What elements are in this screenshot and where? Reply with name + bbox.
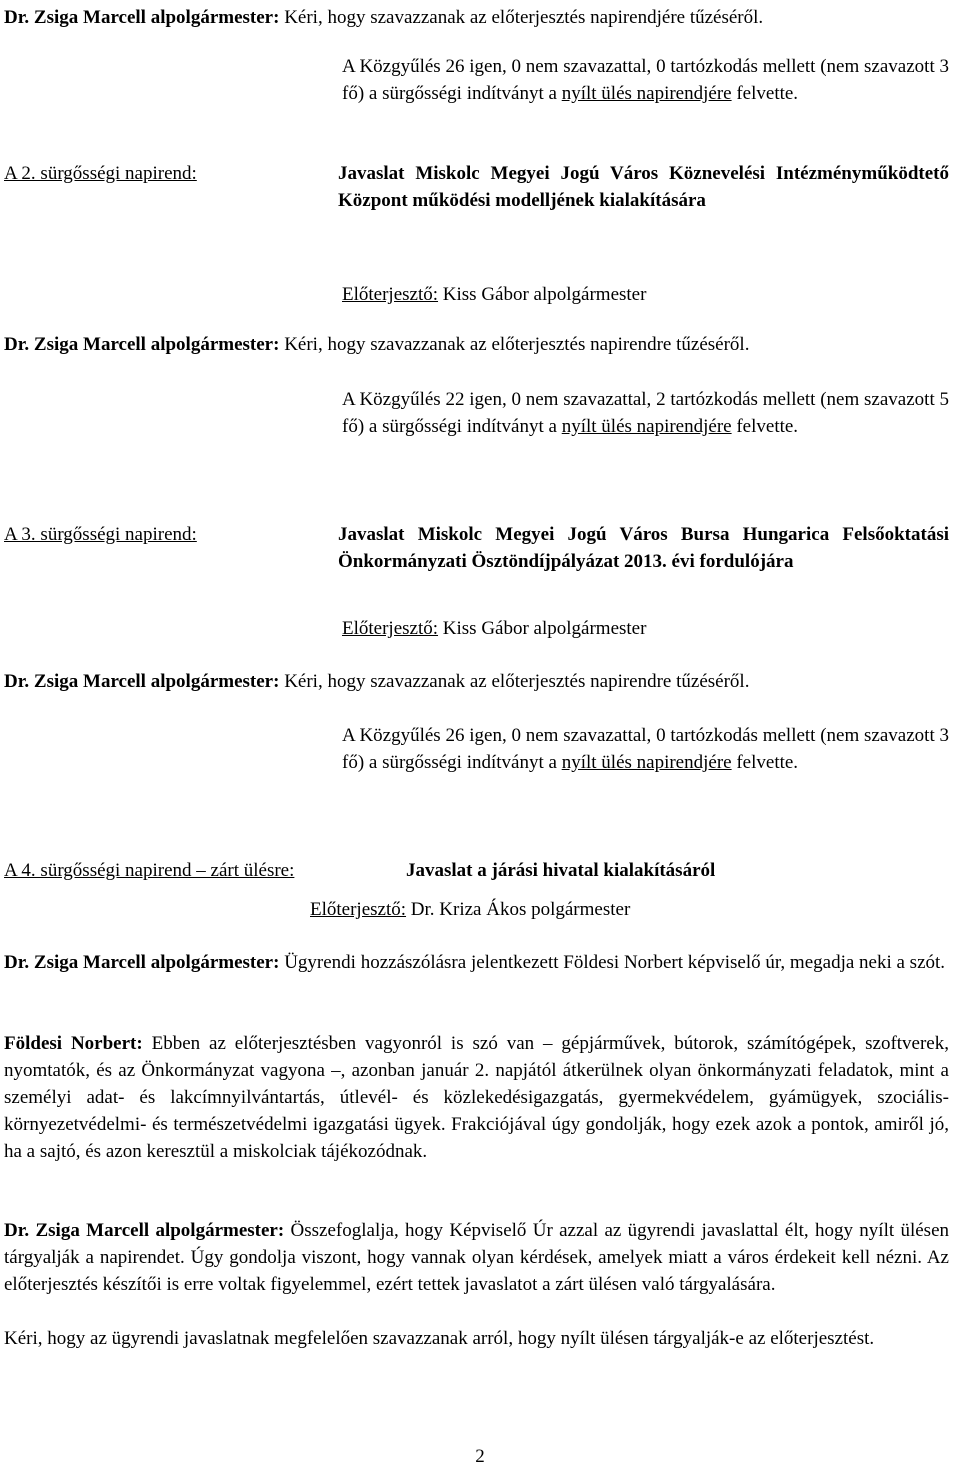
speech-paragraph [4, 1030, 949, 1165]
presenter-name: Kiss Gábor alpolgármester [442, 284, 647, 305]
speech-text: Összefoglalja, hogy Képviselő Úr azzal az ügyrendi javaslattal élt, hogy nyílt ülésen tárgyalják a napirendet. Úgy gondolja viszont, hogy vannak olyan kérdések, amelyek miatt a város érdekeit kell nézni. Az előterjesztés készítői is erre voltak figyelemmel, ezért tettek javaslatot a zárt ülésen való tárgyalására. [4, 1220, 950, 1295]
speaker-name: Dr. Zsiga Marcell alpolgármester: [4, 7, 280, 28]
agenda-title: Javaslat Miskolc Megyei Jogú Város Köznevelési Intézményműködtető Központ működési modelljének kialakítására [338, 163, 949, 211]
agenda-title: Javaslat a járási hivatal kialakításáról [406, 860, 716, 881]
speaker-name: Dr. Zsiga Marcell alpolgármester: [4, 334, 280, 355]
vote-text: A Közgyűlés 22 igen, 0 nem szavazattal, 2 tartózkodás mellett (nem szavazott 5 fő) a sürgősségi indítványt a [342, 389, 949, 437]
speech-paragraph [4, 1325, 949, 1352]
page-number: 2 [475, 1446, 485, 1467]
speaker-name: Dr. Zsiga Marcell alpolgármester: [4, 952, 280, 973]
agenda-label: A 3. sürgősségi napirend: [4, 524, 197, 545]
presenter-line [310, 896, 630, 923]
speech-text: Kéri, hogy szavazzanak az előterjesztés napirendre tűzéséről. [279, 334, 750, 355]
speech-text: Ügyrendi hozzászólásra jelentkezett Földesi Norbert képviselő úr, megadja neki a szót. [279, 952, 946, 973]
agenda-label: A 2. sürgősségi napirend: [4, 163, 197, 184]
vote-text-end: felvette. [731, 83, 799, 104]
presenter-line [342, 615, 646, 642]
speech-paragraph [4, 1217, 949, 1298]
presenter-label: Előterjesztő: [342, 618, 439, 639]
vote-underlined-text: nyílt ülés napirendjére [561, 416, 732, 437]
presenter-name: Dr. Kriza Ákos polgármester [410, 899, 631, 920]
vote-underlined-text: nyílt ülés napirendjére [561, 83, 732, 104]
speaker-name: Földesi Norbert: [4, 1033, 143, 1054]
speech-paragraph [4, 331, 949, 358]
speech-text: Kéri, hogy szavazzanak az előterjesztés napirendjére tűzéséről. [279, 7, 764, 28]
vote-underlined-text: nyílt ülés napirendjére [561, 752, 732, 773]
speech-text: Kéri, hogy az ügyrendi javaslatnak megfelelően szavazzanak arról, hogy nyílt ülésen tárgyalják-e az előterjesztést. [4, 1328, 875, 1349]
speaker-name: Dr. Zsiga Marcell alpolgármester: [4, 1220, 285, 1241]
agenda-label: A 4. sürgősségi napirend – zárt ülésre: [4, 860, 295, 881]
presenter-line [342, 281, 646, 308]
speaker-name: Dr. Zsiga Marcell alpolgármester: [4, 671, 280, 692]
vote-result [342, 722, 949, 776]
vote-text-end: felvette. [731, 752, 799, 773]
presenter-label: Előterjesztő: [342, 284, 439, 305]
vote-text: A Közgyűlés 26 igen, 0 nem szavazattal, 0 tartózkodás mellett (nem szavazott 3 fő) a sürgősségi indítványt a [342, 725, 949, 773]
vote-text-end: felvette. [731, 416, 799, 437]
vote-result [342, 386, 949, 440]
agenda-title: Javaslat Miskolc Megyei Jogú Város Bursa Hungarica Felsőoktatási Önkormányzati Ösztöndíjpályázat 2013. évi fordulójára [338, 524, 949, 572]
speech-paragraph [4, 668, 949, 695]
presenter-label: Előterjesztő: [310, 899, 407, 920]
presenter-name: Kiss Gábor alpolgármester [442, 618, 647, 639]
speech-paragraph [4, 949, 949, 976]
speech-paragraph [4, 4, 949, 31]
speech-text: Ebben az előterjesztésben vagyonról is szó van – gépjárművek, bútorok, számítógépek, szoftverek, nyomtatók, és az Önkormányzat vagyona –, azonban január 2. napjától átkerülnek olyan önkormányzati feladatok, mint a személyi adat- és lakcímnyilvántartás, útlevél- és közlekedésigazgatás, gyermekvédelem, gyámügyek, szociális- környezetvédelmi- és természetvédelmi igazgatási ügyek. Frakciójával úgy gondolják, hogy ezek azok a pontok, amiről jó, ha a sajtó, és azon keresztül a miskolciak tájékozódnak. [4, 1033, 949, 1162]
vote-text: A Közgyűlés 26 igen, 0 nem szavazattal, 0 tartózkodás mellett (nem szavazott 3 fő) a sürgősségi indítványt a [342, 56, 949, 104]
speech-text: Kéri, hogy szavazzanak az előterjesztés napirendre tűzéséről. [279, 671, 750, 692]
vote-result [342, 53, 949, 107]
